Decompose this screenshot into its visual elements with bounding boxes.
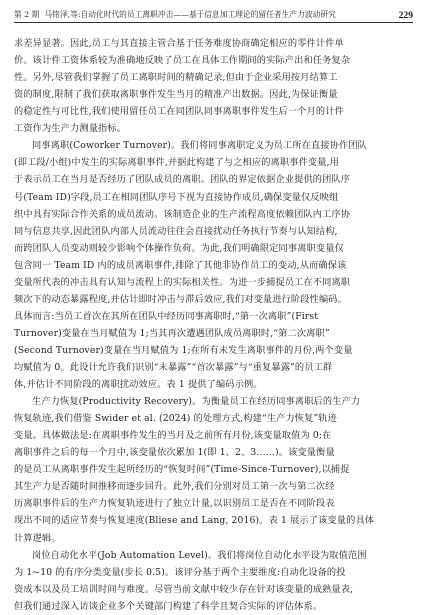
text-line-content: 变量所代表的冲击具有认知与流程上的实际相关性。为进一步捕捉员工在不同离职 [14,276,351,288]
page-number: 229 [398,10,413,21]
text-line [14,376,413,393]
text-line [14,598,413,615]
running-header [14,8,413,23]
authors-and-title: 马铭泽,等:自动化时代的员工离职冲击——基于信息加工理论的留任者生产力波动研究 [44,10,336,19]
text-line-content: 同与信息共享,因此团队内部人员流动往往会直接扰动任务执行节奏与认知结构, [14,225,338,237]
text-line [14,325,413,342]
text-line [14,495,413,512]
text-line-content: 生产力恢复(Productivity Recovery)。为衡量员工在经历同事离职后的生产力 [32,396,361,408]
text-line-content: 但我们通过深入访谈企业多个关键部门构建了科学且契合实际的评估体系。 [14,600,323,612]
text-line [32,547,413,564]
text-line-content: 现出不同的适应节奏与恢复速度(Bliese and Lang, 2016)。表 1 展示了该变量的具体 [14,515,375,527]
text-line [14,35,413,52]
text-line-content: 包含同一 Team ID 内的成员离职事件,排除了其他非协作员工的变动,从而确保该 [14,259,347,271]
text-line-content: 均赋值为 0。此设计允许我们识别“未暴露”“首次暴露”与“重复暴露”的员工群 [14,361,333,373]
text-line-content: 的稳定性与可比性,我们使用留任员工在同团队同事离职事件发生后一个月的计件 [14,106,344,118]
text-line-content: 求差异显著。因此,员工与其直接主管合基于任务难度协商确定相应的零件计件单 [14,38,344,49]
text-line-content: Turnover)变量在当月赋值为 1;当其再次遭遇团队成员离职时,“第二次离职” [14,327,330,339]
text-line [14,52,413,69]
text-line [14,461,413,478]
text-line [14,512,413,529]
text-line-content: 频次下的动态暴露程度,并估计即时冲击与滞后效应,我们对变量进行阶段性编码。 [14,293,347,305]
text-line-content: 其生产力是否随时间推移而逐步回升。此外,我们分别对员工第一次与第二次经 [14,481,335,493]
running-header-title [14,9,336,20]
text-line [14,240,413,257]
text-line [14,530,413,547]
text-line [14,291,413,308]
text-line-content: 变量。具体做法是:在离职事件发生的当月及之前所有月份,该变量取值为 0;在 [14,430,332,442]
text-line [14,120,413,137]
text-line [14,444,413,461]
text-line-content: 织中具有实际合作关系的成员流动。该制造企业的生产流程高度依赖团队内工序协 [14,208,351,220]
issue-number: 第 2 期 [14,10,40,19]
text-line-content: 同事离职(Coworker Turnover)。我们将同事离职定义为员工所在直接协作团队 [32,140,368,152]
text-line [32,393,413,410]
text-line [14,223,413,240]
text-line [14,564,413,581]
text-line [14,581,413,598]
text-line-content: 价。该计件工资体系较为准确地反映了员工在具体工作期间的实际产出和任务复杂 [14,55,351,66]
text-line [14,103,413,120]
text-line-content: 具体而言:当员工首次在其所在团队中经历同事离职时,“第一次离职”(First [14,310,319,322]
text-line [14,69,413,86]
text-line [14,359,413,376]
text-line [14,274,413,291]
text-line-content: 为 1~10 的有序分类变量(步长 0.5)。该评分基于两个主要维度:自动化设备的投 [14,566,346,578]
text-line-content: 于表示员工在当月是否经历了团队成员的离职。团队的界定依据企业提供的团队序 [14,174,351,186]
text-line-content: 性。另外,尽管我们掌握了员工离职时间的精确记录,但由于企业采用按月结算工 [14,72,338,84]
text-line [14,189,413,206]
text-line [14,86,413,103]
text-line [14,410,413,427]
text-line [14,257,413,274]
text-line-content: 资成本以及员工培训时间与难度。尽管当前文献中较少存在针对该变量的成熟量表, [14,583,354,595]
text-line [14,342,413,359]
text-line [14,154,413,171]
text-line-content: 恢复轨迹,我们借鉴 Swider et al. (2024) 的处理方式,构建“生产力恢复”轨迹 [14,413,337,425]
text-line-content: (Second Turnover)变量在当月赋值为 1;在所有未发生离职事件的月份,两个变量 [14,344,353,356]
text-line [14,427,413,444]
text-line-content: 离职事件之后的每一个月中,该变量依次累加 1(即 1、2、3……)。该变量衡量 [14,447,335,459]
text-line [14,206,413,223]
text-line [14,171,413,188]
text-line-content: (即工段/小组)中发生的实际离职事件,并据此构建了与之相应的离职事件变量,用 [14,157,339,169]
text-line-content: 历离职事件后的生产力恢复轨迹进行了独立计量,以识别员工是否在不同阶段表 [14,498,335,510]
text-line [14,478,413,495]
text-line-content: 的是员工从离职事件发生起所经历的“恢复时间”(Time-Since-Turnover),以捕捉 [14,464,350,476]
text-line-content: 号(Team ID)字段,员工在相同团队序号下视为直接协作成员,确保变量仅反映组 [14,191,339,203]
text-line-content: 体,并估计不同阶段的离职扰动效应。表 1 提供了编码示例。 [14,379,263,390]
text-line-content: 工资作为生产力测量指标。 [14,123,127,135]
text-line-content: 而跨团队人员变动则较少影响个体操作负荷。为此,我们明确限定同事离职变量仅 [14,242,344,254]
text-line [14,308,413,325]
text-line-content: 计算逻辑。 [14,532,61,544]
text-line-content: 资的制度,限制了我们获取离职事件发生当月的精准产出数据。因此,为保证衡量 [14,89,338,101]
text-line [32,137,413,154]
text-line-content: 岗位自动化水平(Job Automation Level)。我们将岗位自动化水平设为取值范围 [32,549,367,561]
